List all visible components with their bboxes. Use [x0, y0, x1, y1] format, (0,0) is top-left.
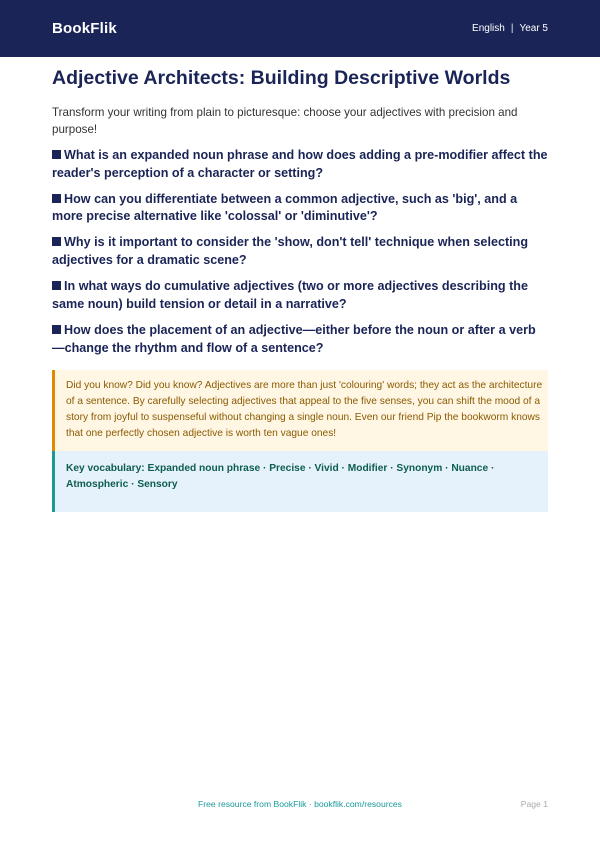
- question-item: [52, 278, 548, 314]
- info-callout: [52, 370, 548, 512]
- question-text: How does the placement of an adjective—either before the noun or after a verb—change the rhythm and flow of a sentence?: [52, 322, 536, 355]
- question-item: [52, 191, 548, 227]
- fact-text: Did you know? Did you know? Adjectives are more than just 'colouring' words; they act as the architecture of a sentence. By carefully selecting adjectives that appeal to the five senses, you can shift the mood of a story from joyful to suspenseful without changing a single noun. Even our friend Pip the bookworm knows that one perfectly chosen adjective is worth ten vague ones!: [66, 379, 543, 439]
- page-number: Page 1: [520, 799, 548, 809]
- question-text: How can you differentiate between a common adjective, such as 'big', and a more precise alternative like 'colossal' or 'diminutive'?: [52, 191, 518, 224]
- question-item: [52, 147, 548, 183]
- meta-separator: |: [510, 23, 514, 34]
- vocabulary-box: [55, 451, 548, 512]
- page-subtitle: Transform your writing from plain to picturesque: choose your adjectives with precision and purpose!: [52, 106, 518, 136]
- question-text: Why is it important to consider the 'show, don't tell' technique when selecting adjectives for a dramatic scene?: [52, 235, 529, 268]
- square-bullet-icon: [52, 281, 61, 290]
- vocabulary-text: Key vocabulary: Expanded noun phrase · Precise · Vivid · Modifier · Synonym · Nuance · Atmospheric · Sensory: [66, 462, 495, 490]
- subject-label: English: [472, 23, 505, 34]
- subject-meta: [472, 23, 548, 34]
- year-label: Year 5: [519, 23, 548, 34]
- page-footer: [52, 799, 548, 809]
- fact-box: [52, 370, 548, 451]
- brand-logo[interactable]: BookFlik: [52, 20, 117, 37]
- page-title: Adjective Architects: Building Descriptive Worlds: [52, 67, 511, 89]
- header-bar: [0, 0, 600, 57]
- square-bullet-icon: [52, 325, 61, 334]
- footer-link[interactable]: Free resource from BookFlik · bookflik.com/resources: [198, 799, 402, 809]
- question-item: [52, 234, 548, 270]
- square-bullet-icon: [52, 194, 61, 203]
- question-text: What is an expanded noun phrase and how does adding a pre-modifier affect the reader's perception of a character or setting?: [52, 147, 548, 180]
- square-bullet-icon: [52, 150, 61, 159]
- square-bullet-icon: [52, 237, 61, 246]
- question-item: [52, 322, 548, 358]
- question-text: In what ways do cumulative adjectives (two or more adjectives describing the same noun) build tension or detail in a narrative?: [52, 279, 529, 311]
- question-list: [52, 147, 548, 358]
- main-content: [0, 67, 600, 512]
